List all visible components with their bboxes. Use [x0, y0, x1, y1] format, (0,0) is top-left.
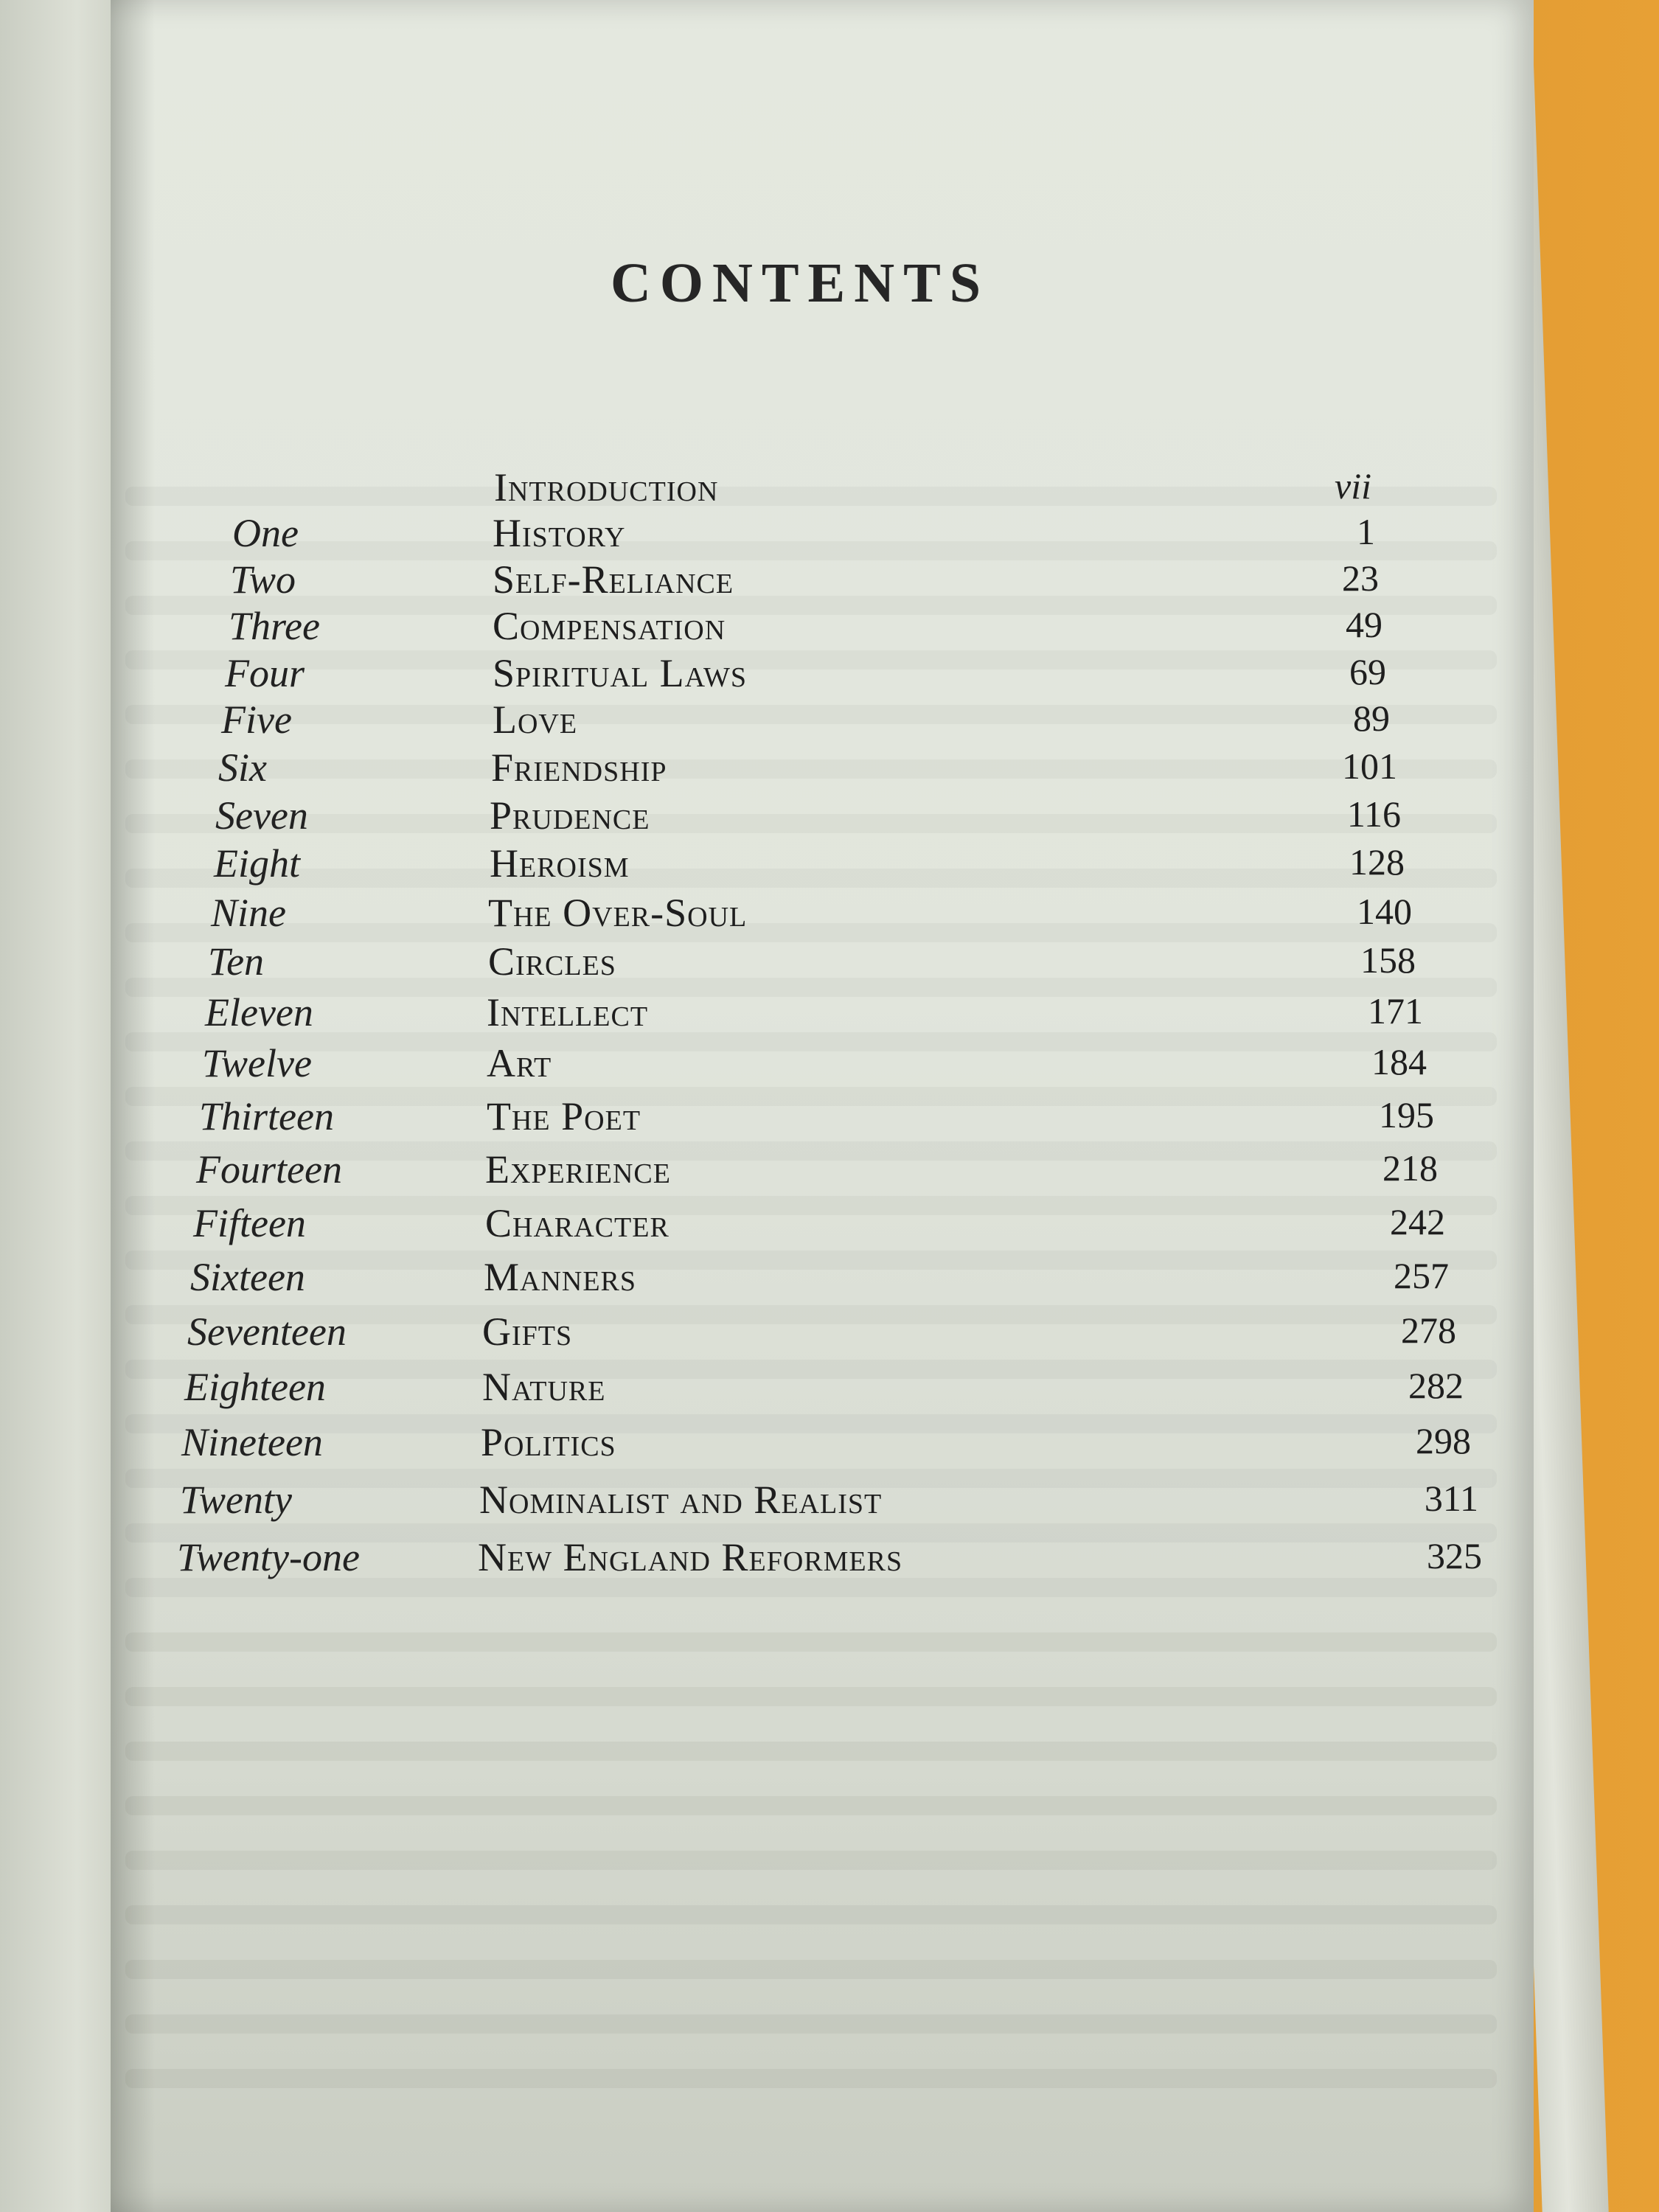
toc-entry	[0, 557, 1401, 608]
chapter-title: Heroism	[490, 841, 630, 886]
chapter-number: Twenty	[180, 1478, 292, 1522]
chapter-number: Two	[230, 557, 296, 602]
chapter-title: Art	[487, 1041, 552, 1085]
ghost-line	[125, 1632, 1497, 1652]
toc-entry	[0, 697, 1401, 748]
page-number: 1	[1357, 511, 1375, 552]
chapter-number: Eighteen	[184, 1365, 326, 1409]
page-number: 195	[1379, 1094, 1434, 1135]
page-number: 257	[1394, 1255, 1449, 1296]
toc-entry	[0, 990, 1423, 1041]
chapter-number: Three	[229, 604, 320, 648]
ghost-line	[125, 2069, 1497, 2088]
page-number: 298	[1416, 1420, 1471, 1461]
toc-entry	[0, 1309, 1456, 1360]
chapter-title: Experience	[485, 1147, 671, 1192]
page-number: 282	[1408, 1365, 1464, 1406]
page-title: CONTENTS	[610, 251, 990, 314]
chapter-number: Eight	[214, 841, 300, 886]
chapter-number: Twelve	[202, 1041, 312, 1085]
chapter-number: Thirteen	[199, 1094, 334, 1138]
chapter-number: Seventeen	[187, 1310, 347, 1354]
chapter-number: Five	[221, 698, 292, 742]
page-number: 128	[1349, 841, 1405, 883]
toc-entry	[0, 1093, 1434, 1145]
toc-entry	[0, 793, 1401, 844]
chapter-title: Friendship	[491, 745, 667, 790]
chapter-number: Fifteen	[193, 1201, 306, 1245]
toc-entry	[0, 1200, 1445, 1252]
chapter-title: New England Reformers	[478, 1535, 903, 1579]
toc-entry	[0, 841, 1405, 892]
ghost-line	[125, 1905, 1497, 1924]
chapter-title: Gifts	[482, 1310, 573, 1354]
toc-entry	[0, 465, 1401, 516]
chapter-title: Self-Reliance	[493, 557, 734, 602]
page-number: 89	[1353, 698, 1390, 739]
ghost-line	[125, 1742, 1497, 1761]
chapter-title: Circles	[488, 939, 616, 984]
chapter-title: Spiritual Laws	[493, 651, 748, 695]
toc-entry	[0, 510, 1401, 562]
toc-entry	[0, 1364, 1464, 1416]
ghost-line	[125, 1960, 1497, 1979]
chapter-number: Twenty-one	[177, 1535, 360, 1579]
page-number: 325	[1427, 1535, 1482, 1576]
toc-entry	[0, 650, 1401, 702]
chapter-number: Seven	[215, 793, 308, 838]
page-number: 49	[1346, 604, 1382, 645]
page-number: 101	[1342, 745, 1397, 787]
page-number: 69	[1349, 651, 1386, 692]
chapter-title: The Poet	[487, 1094, 641, 1138]
toc-entry	[0, 1147, 1438, 1198]
chapter-number: Six	[218, 745, 267, 790]
page-number: 158	[1360, 939, 1416, 981]
ghost-line	[125, 1687, 1497, 1706]
chapter-title: The Over-Soul	[488, 891, 748, 935]
page-number: 116	[1346, 793, 1401, 835]
chapter-title: Manners	[484, 1255, 637, 1299]
toc-entry	[0, 1477, 1478, 1528]
ghost-line	[125, 1851, 1497, 1870]
toc-entry	[0, 1419, 1471, 1471]
chapter-title: Character	[485, 1201, 669, 1245]
chapter-number: Four	[225, 651, 305, 695]
ghost-line	[125, 1796, 1497, 1815]
page-number: 218	[1382, 1147, 1438, 1189]
page-number: 184	[1371, 1041, 1427, 1082]
chapter-title: Prudence	[490, 793, 650, 838]
page-number: 278	[1401, 1310, 1456, 1351]
chapter-number: Nineteen	[181, 1420, 323, 1464]
page-number: 171	[1368, 990, 1423, 1032]
chapter-title: Love	[493, 698, 578, 742]
toc-entry	[0, 1040, 1427, 1092]
page-number: 140	[1357, 891, 1412, 932]
toc-entry	[0, 603, 1401, 655]
chapter-title: Introduction	[494, 465, 719, 509]
chapter-title: Nominalist and Realist	[479, 1478, 883, 1522]
chapter-number: One	[232, 511, 299, 555]
toc-entry	[0, 890, 1412, 942]
toc-entry	[0, 1534, 1482, 1586]
chapter-title: History	[493, 511, 626, 555]
chapter-title: Compensation	[493, 604, 726, 648]
chapter-number: Ten	[208, 939, 265, 984]
toc-entry	[0, 939, 1416, 990]
chapter-title: Nature	[482, 1365, 606, 1409]
page-number: 242	[1390, 1201, 1445, 1242]
chapter-number: Nine	[211, 891, 286, 935]
chapter-number: Eleven	[205, 990, 313, 1034]
chapter-title: Intellect	[487, 990, 649, 1034]
page-number: vii	[1335, 465, 1371, 507]
toc-entry	[0, 745, 1401, 796]
chapter-number: Sixteen	[190, 1255, 305, 1299]
page-number: 311	[1424, 1478, 1478, 1519]
ghost-line	[125, 2014, 1497, 2034]
toc-entry	[0, 1254, 1449, 1306]
page-number: 23	[1342, 557, 1379, 599]
chapter-number: Fourteen	[196, 1147, 342, 1192]
chapter-title: Politics	[481, 1420, 616, 1464]
